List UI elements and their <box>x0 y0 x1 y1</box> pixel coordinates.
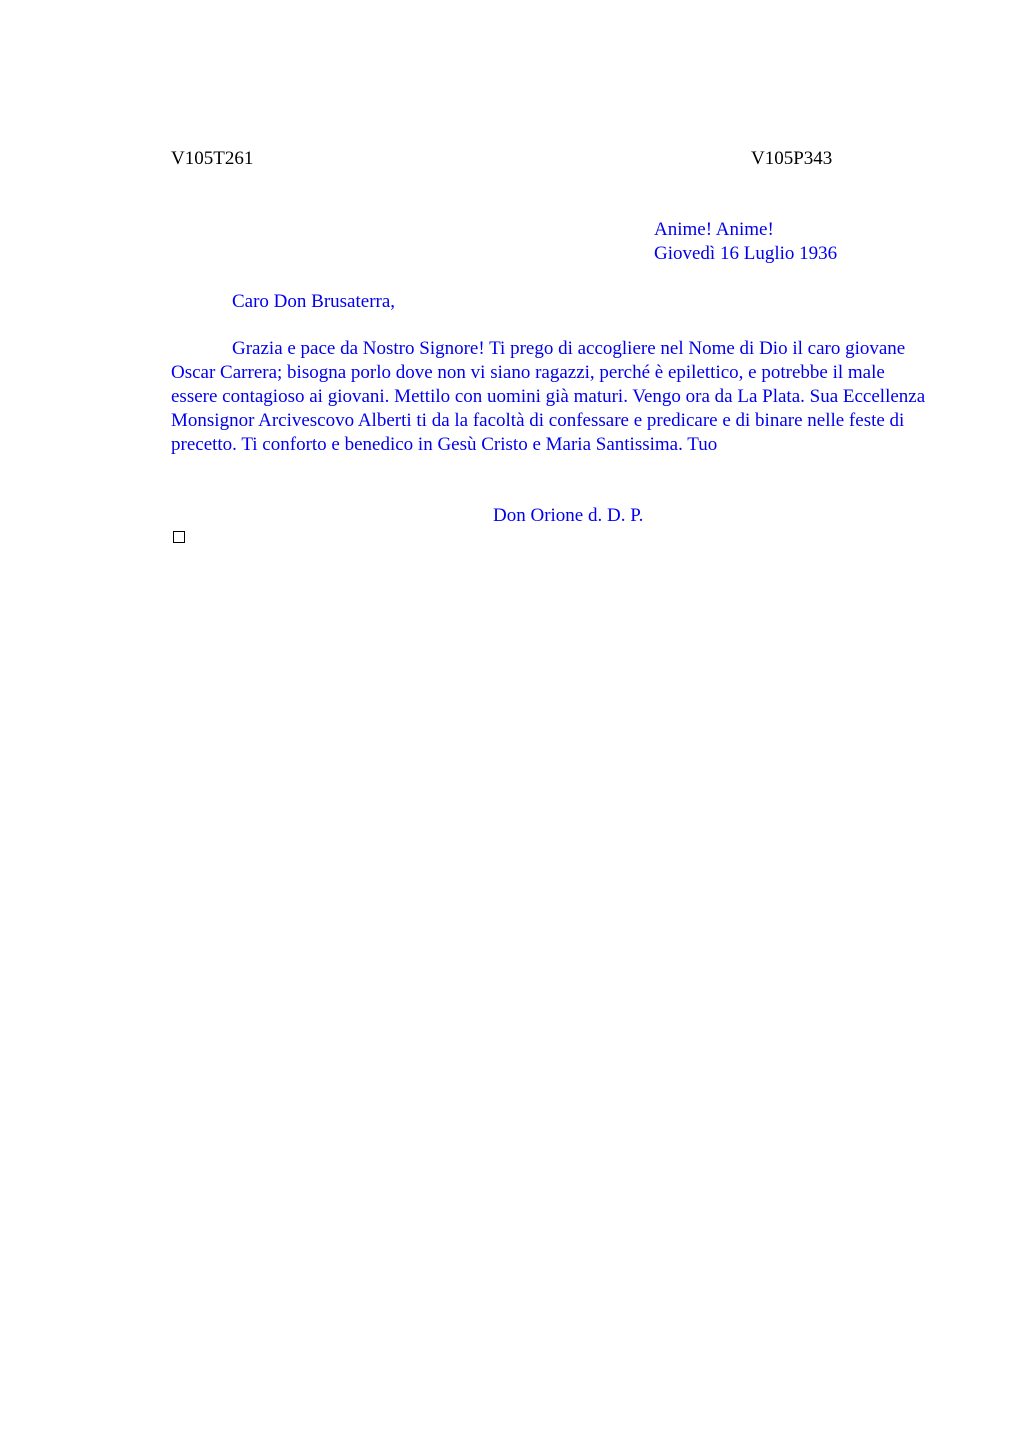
letter-motto: Anime! Anime! <box>654 219 774 240</box>
letter-date: Giovedì 16 Luglio 1936 <box>654 243 838 264</box>
checkbox-square-icon <box>173 531 185 543</box>
letter-signature: Don Orione d. D. P. <box>493 505 644 526</box>
reference-code-right: V105P343 <box>751 148 833 169</box>
letter-salutation: Caro Don Brusaterra, <box>232 291 396 312</box>
reference-code-left: V105T261 <box>171 148 254 169</box>
letter-body: Grazia e pace da Nostro Signore! Ti prego di accogliere nel Nome di Dio il caro giovane Oscar Carrera; bisogna porlo dove non vi siano ragazzi, perché è epilettico, e potrebbe il male essere contagioso ai giovani. Mettilo con uomini già maturi. Vengo ora da La Plata. Sua Eccellenza Monsignor Arcivescovo Alberti ti da la facoltà di confessare e predicare e di binare nelle feste di precetto. Ti conforto e benedico in Gesù Cristo e Maria Santissima. Tuo <box>171 338 926 455</box>
